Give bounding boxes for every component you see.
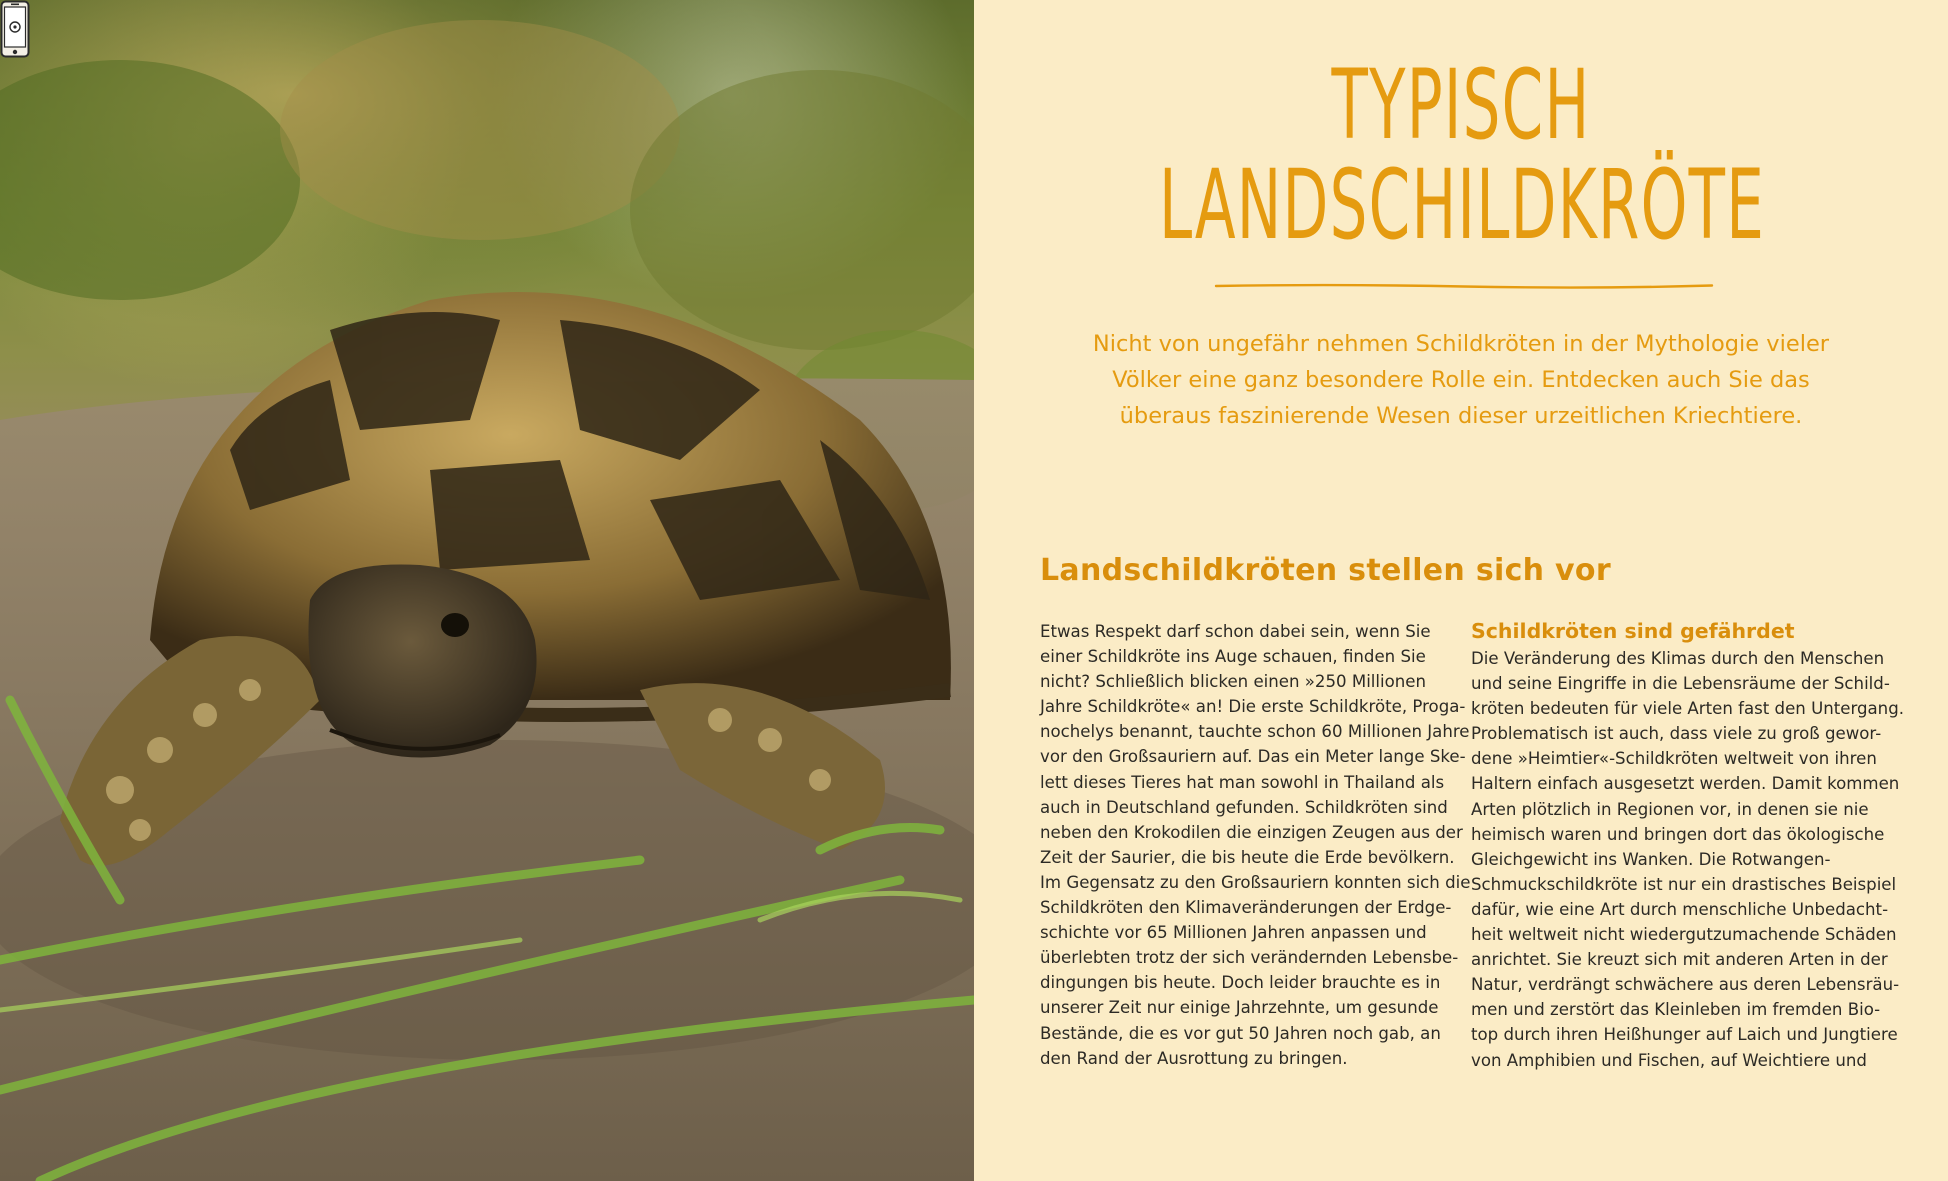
page-title (974, 49, 1948, 261)
text-line: überlebten trotz der sich verändernden Lebensbe- (1040, 948, 1459, 968)
intro-line: überaus faszinierende Wesen dieser urzeitlichen Kriechtiere. (1119, 403, 1803, 429)
text-line: Schmuckschildkröte ist nur ein drastisches Beispiel (1471, 874, 1897, 894)
text-line: den Rand der Ausrottung zu bringen. (1040, 1048, 1348, 1068)
text-line: vor den Großsauriern auf. Das ein Meter lange Ske- (1040, 747, 1466, 767)
text-line: Bestände, die es vor gut 50 Jahren noch gab, an (1040, 1023, 1441, 1043)
text-line: Die Veränderung des Klimas durch den Menschen (1471, 649, 1885, 668)
text-line: Arten plötzlich in Regionen vor, in denen sie nie (1471, 799, 1869, 819)
smartphone-icon (0, 0, 30, 58)
intro-paragraph (1074, 326, 1848, 434)
text-line: heimisch waren und bringen dort das ökologische (1471, 824, 1885, 844)
text-line: Etwas Respekt darf schon dabei sein, wenn Sie (1040, 622, 1431, 641)
text-line: einer Schildkröte ins Auge schauen, finden Sie (1040, 647, 1426, 667)
text-line: nochelys benannt, tauchte schon 60 Millionen Jahre (1040, 722, 1470, 742)
text-line: unserer Zeit nur einige Jahrzehnte, um gesunde (1040, 998, 1439, 1018)
text-line: Schildkröten den Klimaveränderungen der Erdge- (1040, 898, 1452, 918)
title-divider (1214, 282, 1714, 290)
intro-line: Nicht von ungefähr nehmen Schildkröten in der Mythologie vieler (1092, 331, 1830, 357)
section-heading: Landschildkröten stellen sich vor (1040, 553, 1611, 588)
text-line: kröten bedeuten für viele Arten fast den Untergang. (1471, 699, 1905, 719)
title-line-1: TYPISCH (1331, 49, 1591, 161)
text-line: dingungen bis heute. Doch leider brauchte es in (1040, 973, 1441, 993)
text-line: Jahre Schildkröte« an! Die erste Schildkröte, Proga- (1040, 697, 1466, 717)
text-line: von Amphibien und Fischen, auf Weichtiere und (1471, 1050, 1867, 1070)
text-line: top durch ihren Heißhunger auf Laich und Jungtiere (1471, 1025, 1898, 1045)
text-line: neben den Krokodilen die einzigen Zeugen aus der (1040, 822, 1463, 842)
text-line: lett dieses Tieres hat man sowohl in Thailand als (1040, 772, 1445, 792)
text-line: dafür, wie eine Art durch menschliche Unbedacht- (1471, 899, 1889, 919)
text-line: Im Gegensatz zu den Großsauriern konnten sich die (1040, 872, 1471, 892)
body-column-2 (1471, 618, 1905, 1073)
text-line: Haltern einfach ausgesetzt werden. Damit kommen (1471, 774, 1900, 794)
text-line: dene »Heimtier«-Schildkröten weltweit von ihren (1471, 749, 1877, 769)
text-line: men und zerstört das Kleinleben im fremden Bio- (1471, 1000, 1881, 1020)
text-line: anrichtet. Sie kreuzt sich mit anderen Arten in der (1471, 950, 1888, 970)
text-line: schichte vor 65 Millionen Jahren anpassen und (1040, 923, 1427, 943)
text-line: Zeit der Saurier, die bis heute die Erde bevölkern. (1040, 847, 1455, 867)
text-line: Natur, verdrängt schwächere aus deren Lebensräu- (1471, 975, 1900, 995)
body-column-1 (1040, 619, 1471, 1071)
title-line-2: LANDSCHILDKRÖTE (1159, 149, 1766, 261)
intro-line: Völker eine ganz besondere Rolle ein. Entdecken auch Sie das (1112, 367, 1810, 393)
text-line: Gleichgewicht ins Wanken. Die Rotwangen- (1471, 849, 1831, 869)
text-line: Problematisch ist auch, dass viele zu groß gewor- (1471, 724, 1882, 744)
sub-heading: Schildkröten sind gefährdet (1471, 619, 1795, 643)
text-line: und seine Eingriffe in die Lebensräume der Schild- (1471, 674, 1890, 694)
text-line: nicht? Schließlich blicken einen »250 Millionen (1040, 672, 1427, 692)
text-line: auch in Deutschland gefunden. Schildkröten sind (1040, 797, 1448, 817)
text-page (974, 0, 1948, 1181)
text-line: heit weltweit nicht wiedergutzumachende Schäden (1471, 925, 1897, 945)
